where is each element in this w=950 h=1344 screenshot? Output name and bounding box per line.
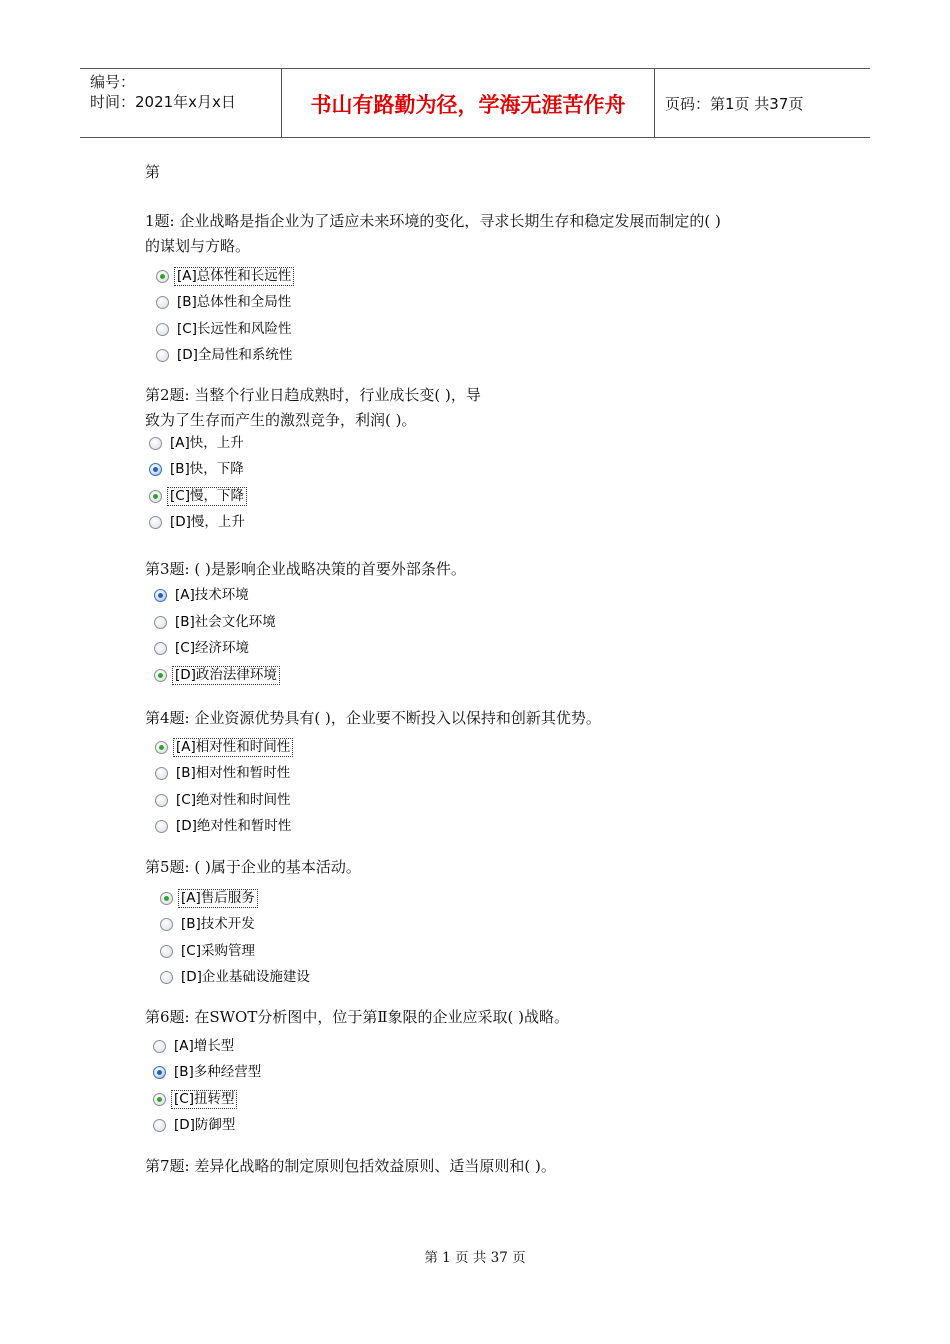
radio-checked-icon[interactable] — [155, 741, 168, 754]
radio-icon[interactable] — [155, 820, 168, 833]
option-label: [A]售后服务 — [181, 889, 255, 906]
q2-option-c[interactable] — [149, 485, 246, 507]
option-label: [D]防御型 — [174, 1116, 236, 1133]
option-label: [A]总体性和长远性 — [177, 267, 292, 284]
radio-hover-icon[interactable] — [154, 589, 167, 602]
option-label: [B]快，下降 — [170, 460, 244, 477]
option-label: [B]多种经营型 — [174, 1063, 262, 1080]
question-2-line-2: 致为了生存而产生的激烈竞争，利润( )。 — [145, 411, 417, 429]
header-page-cell — [655, 69, 870, 137]
radio-checked-icon[interactable] — [149, 490, 162, 503]
radio-icon[interactable] — [155, 794, 168, 807]
option-label: [B]技术开发 — [181, 915, 255, 932]
radio-icon[interactable] — [160, 971, 173, 984]
option-label: [A]快，上升 — [170, 434, 244, 451]
option-label: [D]政治法律环境 — [175, 666, 277, 683]
q5-option-d[interactable] — [160, 966, 312, 988]
serial-number-label: 编号： — [90, 73, 136, 91]
radio-icon[interactable] — [160, 918, 173, 931]
option-label: [B]相对性和暂时性 — [176, 764, 291, 781]
option-label: [C]绝对性和时间性 — [176, 791, 291, 808]
q3-option-d[interactable] — [154, 664, 279, 686]
option-label: [D]慢，上升 — [170, 513, 245, 530]
radio-icon[interactable] — [149, 516, 162, 529]
option-label: [C]慢，下降 — [170, 487, 244, 504]
radio-icon[interactable] — [155, 767, 168, 780]
page-number-label: 页码：第1页 共37页 — [665, 95, 804, 113]
option-label: [A]相对性和时间性 — [176, 738, 291, 755]
q5-option-c[interactable] — [160, 940, 257, 962]
q3-option-b[interactable] — [154, 611, 278, 633]
q6-option-d[interactable] — [153, 1114, 237, 1136]
radio-checked-icon[interactable] — [153, 1093, 166, 1106]
q4-option-d[interactable] — [155, 815, 293, 837]
question-1-line-1: 1题: 企业战略是指企业为了适应未来环境的变化，寻求长期生存和稳定发展而制定的( ) — [145, 212, 721, 230]
q2-option-b[interactable] — [149, 458, 246, 480]
q6-option-a[interactable] — [153, 1035, 236, 1057]
q1-option-d[interactable] — [156, 344, 294, 366]
q1-option-a[interactable] — [156, 265, 293, 287]
option-label: [D]企业基础设施建设 — [181, 968, 310, 985]
document-header — [80, 68, 870, 138]
q3-option-a[interactable] — [154, 584, 251, 606]
radio-icon[interactable] — [154, 642, 167, 655]
question-4-text: 第4题: 企业资源优势具有( )，企业要不断投入以保持和创新其优势。 — [145, 709, 601, 727]
option-label: [C]经济环境 — [175, 639, 249, 656]
radio-hover-icon[interactable] — [153, 1066, 166, 1079]
motto-text: 书山有路勤为径，学海无涯苦作舟 — [310, 93, 626, 117]
q3-option-c[interactable] — [154, 637, 251, 659]
q2-option-d[interactable] — [149, 511, 247, 533]
option-label: [C]扭转型 — [174, 1090, 235, 1107]
q1-option-c[interactable] — [156, 318, 293, 340]
option-label: [B]总体性和全局性 — [177, 293, 292, 310]
q4-option-c[interactable] — [155, 789, 292, 811]
option-label: [A]增长型 — [174, 1037, 235, 1054]
option-label: [A]技术环境 — [175, 586, 249, 603]
option-label: [C]采购管理 — [181, 942, 255, 959]
question-6-text: 第6题: 在SWOT分析图中，位于第Ⅱ象限的企业应采取( )战略。 — [145, 1008, 570, 1026]
radio-checked-icon[interactable] — [156, 270, 169, 283]
radio-checked-icon[interactable] — [154, 669, 167, 682]
header-meta-cell — [80, 69, 282, 137]
radio-icon[interactable] — [154, 616, 167, 629]
radio-icon[interactable] — [153, 1040, 166, 1053]
question-7-text: 第7题: 差异化战略的制定原则包括效益原则、适当原则和( )。 — [145, 1157, 556, 1175]
radio-icon[interactable] — [156, 323, 169, 336]
q1-option-b[interactable] — [156, 291, 293, 313]
question-2-line-1: 第2题: 当整个行业日趋成熟时，行业成长变( )，导 — [145, 386, 481, 404]
header-motto-cell — [282, 69, 655, 137]
q4-option-a[interactable] — [155, 736, 292, 758]
q5-option-b[interactable] — [160, 913, 257, 935]
option-label: [C]长远性和风险性 — [177, 320, 292, 337]
q6-option-c[interactable] — [153, 1088, 236, 1110]
radio-checked-icon[interactable] — [160, 892, 173, 905]
q6-option-b[interactable] — [153, 1061, 263, 1083]
radio-icon[interactable] — [156, 296, 169, 309]
option-label: [D]绝对性和暂时性 — [176, 817, 292, 834]
question-3-text: 第3题: ( )是影响企业战略决策的首要外部条件。 — [145, 560, 466, 578]
q2-option-a[interactable] — [149, 432, 246, 454]
q5-option-a[interactable] — [160, 887, 257, 909]
page-footer: 第 1 页 共 37 页 — [424, 1250, 526, 1266]
q4-option-b[interactable] — [155, 762, 292, 784]
radio-icon[interactable] — [149, 437, 162, 450]
option-label: [B]社会文化环境 — [175, 613, 276, 630]
question-1-line-2: 的谋划与方略。 — [145, 237, 251, 255]
radio-icon[interactable] — [160, 945, 173, 958]
radio-icon[interactable] — [153, 1119, 166, 1132]
radio-icon[interactable] — [156, 349, 169, 362]
intro-text: 第 — [145, 163, 161, 181]
question-5-text: 第5题: ( )属于企业的基本活动。 — [145, 858, 361, 876]
option-label: [D]全局性和系统性 — [177, 346, 293, 363]
radio-hover-icon[interactable] — [149, 463, 162, 476]
time-label: 时间：2021年x月x日 — [90, 93, 236, 111]
